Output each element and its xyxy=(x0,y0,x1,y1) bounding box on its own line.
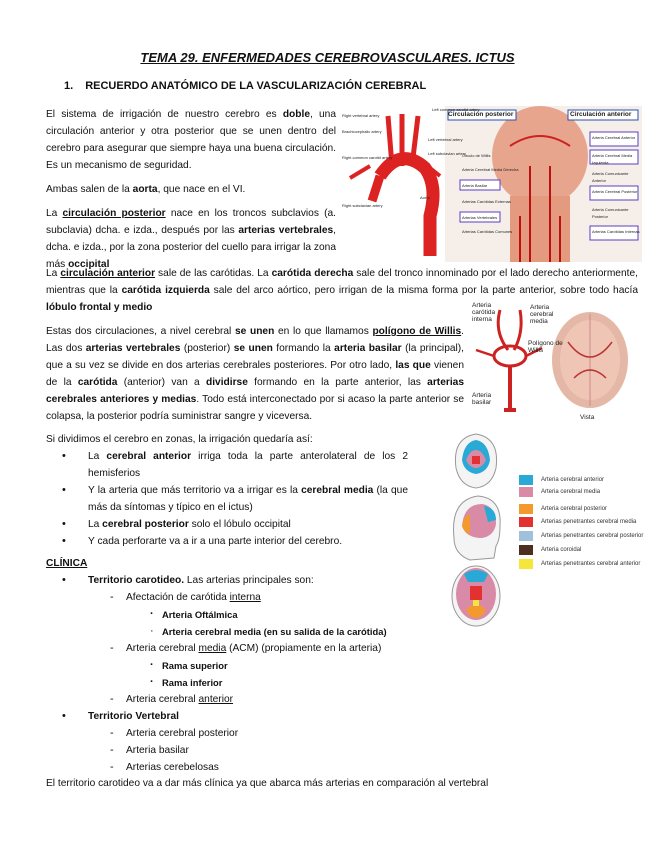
text-bold: cerebral anterior xyxy=(106,451,192,462)
fig2-label: Polígono de Willis xyxy=(528,340,563,354)
text-bold-underline: circulación posterior xyxy=(62,208,166,219)
legend-label: Arteria coroidal xyxy=(541,547,582,553)
fig1-right-label: Arteria Cerebral Anterior xyxy=(592,135,636,140)
legend-swatch xyxy=(519,531,533,541)
fig1-label: Left subclavian artery xyxy=(428,151,467,156)
legend-swatch xyxy=(519,475,533,485)
legend-item xyxy=(519,503,639,515)
text: Las arterias principales son: xyxy=(184,575,314,586)
list-item: - Arteria cerebral posterior xyxy=(110,725,460,742)
legend-swatch xyxy=(519,504,533,514)
list-item: · Rama inferior xyxy=(150,674,460,691)
fig1-left-label: Circulo de Willis xyxy=(462,153,491,158)
text: . Las dos xyxy=(46,326,464,354)
clinica-list xyxy=(60,572,460,776)
text: Arteria cerebral xyxy=(126,694,199,705)
legend-swatch xyxy=(519,559,533,569)
text-bold: arterias vertebrales xyxy=(85,343,181,354)
section-heading xyxy=(64,80,426,92)
text-bold: lóbulo frontal y medio xyxy=(46,302,153,313)
text-bold: cerebral media xyxy=(301,485,374,496)
text: Y la arteria que más territorio va a irrigar es la xyxy=(88,485,302,496)
text-bold: cerebral posterior xyxy=(102,519,189,530)
text-bold: arterias cerebrales anteriores y medias xyxy=(46,377,464,405)
legend-label: Arterias penetrantes cerebral media xyxy=(541,519,637,525)
internal-carotid-sublist xyxy=(126,606,460,640)
fig1-label: Aorta xyxy=(420,195,430,200)
fig1-left-label: Arterias Carótidas Comunes xyxy=(462,229,513,234)
text: (anterior) van a xyxy=(117,377,206,388)
fig1-right-label: Arteria Comunicante Anterior xyxy=(592,171,629,183)
text: sale de las carótidas. La xyxy=(155,268,272,279)
fig1-label: Left common carotid artery xyxy=(432,107,480,112)
text: formando en la parte anterior, las xyxy=(247,377,428,388)
figure-aortic-arch-and-circulation xyxy=(340,106,642,262)
text-bold: carótida xyxy=(77,377,118,388)
fig2-label: Arteria carótida interna xyxy=(472,302,496,323)
figure-willis-polygon xyxy=(470,302,632,426)
text: en lo que llamamos xyxy=(274,326,373,337)
paragraph-2 xyxy=(46,181,336,198)
text: El sistema de irrigación de nuestro cerebro es xyxy=(46,109,283,120)
text: vienen de la xyxy=(46,360,465,388)
list-item xyxy=(60,516,408,533)
fig1-left-label: Arterias Vertebrales xyxy=(462,215,498,220)
text-bold: las que xyxy=(395,360,431,371)
paragraph-6: Si dividimos el cerebro en zonas, la irrigación quedaría así: xyxy=(46,434,313,445)
text-underline: media xyxy=(198,643,227,654)
fig2-label: Vista xyxy=(580,414,595,421)
text-bold: Territorio carotideo. xyxy=(88,575,185,586)
text: , una circulación anterior y otra posterior que se unen dentro del cerebro para asegurar que siempre haya una buena circulación. Es un mecanismo de seguridad. xyxy=(46,109,337,171)
text-bold: (en su salida de la carótida) xyxy=(261,626,387,637)
legend-item xyxy=(519,558,639,570)
list-item xyxy=(60,533,408,550)
fig1-ant-title: Circulación anterior xyxy=(570,111,632,118)
fig1-label: Right common carotid artery xyxy=(342,155,393,160)
list-item xyxy=(110,640,460,691)
text: sale del arco aórtico, pero irrigan de la misma forma por la parte anterior, sobre todo hacía xyxy=(209,285,638,296)
text-bold: aorta xyxy=(132,184,158,195)
list-item: - Arterias cerebelosas xyxy=(110,759,460,776)
legend-label: Arteria cerebral media xyxy=(541,489,601,495)
fig1-right-label: Arteria Cerebral Posterior xyxy=(592,189,638,194)
text: Y cada perforarte va a ir a una parte interior del cerebro. xyxy=(88,536,343,547)
legend-label: Arterias penetrantes cerebral anterior xyxy=(541,561,641,567)
text: La xyxy=(46,268,61,279)
legend-swatch xyxy=(519,517,533,527)
paragraph-1 xyxy=(46,106,336,174)
text-underline: interna xyxy=(229,592,261,603)
legend-swatch xyxy=(519,545,533,555)
text: La xyxy=(88,451,107,462)
fig1-left-label: Arterias Carótidas Externas xyxy=(462,199,511,204)
fig2-label: Arteria basilar xyxy=(472,392,492,406)
list-item xyxy=(110,691,460,708)
fig1-left-label: Arteria Cerebral Media Derecha xyxy=(462,167,519,172)
list-item xyxy=(60,482,408,516)
text: La xyxy=(88,519,103,530)
text-bold: se unen xyxy=(234,326,275,337)
legend-label: Arteria cerebral anterior xyxy=(541,477,605,483)
legend-item xyxy=(519,530,644,542)
text-bold: arterias vertebrales xyxy=(238,225,334,236)
list-item xyxy=(60,448,408,482)
text-bold: dividirse xyxy=(205,377,248,388)
list-item-vertebral xyxy=(60,708,460,776)
fig1-post-title: Circulación posterior xyxy=(448,111,514,118)
fig1-label: Brachiocephalic artery xyxy=(342,129,382,134)
list-item xyxy=(150,623,460,640)
fig1-left-label: Arteria Basilar xyxy=(462,183,488,188)
carotid-sublist xyxy=(88,589,460,708)
list-item: - Arteria basilar xyxy=(110,742,460,759)
text-bold: Territorio Vertebral xyxy=(88,711,179,722)
text: (ACM) (propiamente en la arteria) xyxy=(226,643,382,654)
text: solo el lóbulo occipital xyxy=(188,519,291,530)
legend-item xyxy=(519,474,639,486)
text: Afectación de carótida xyxy=(126,592,230,603)
aorta-diagram-image xyxy=(340,106,642,262)
text: . Todo está interconectado por si acaso la parte anterior se colapsa, la posterior podría suministrar sangre y viceversa. xyxy=(46,394,465,422)
list-item: · Rama superior xyxy=(150,657,460,674)
legend-label: Arteria cerebral posterior xyxy=(541,506,608,512)
text-bold: Arteria cerebral media xyxy=(162,626,262,637)
fig1-right-label: Arteria Cerebral Media Izquierda xyxy=(592,153,633,165)
acm-sublist xyxy=(126,657,460,691)
legend-label: Arterias penetrantes cerebral posterior xyxy=(541,533,644,539)
fig1-label: Left vertebral artery xyxy=(428,137,463,142)
fig2-label: Arteria cerebral media xyxy=(530,304,554,325)
text: sale del tronco innominado por el lado derecho anteriormente, mientras que la xyxy=(46,268,638,296)
fig1-label: Right vertebral artery xyxy=(342,113,380,118)
text: , dcha. e izda., por la zona posterior del cuello para irrigar la zona más xyxy=(46,225,336,270)
final-paragraph: El territorio carotideo va a dar más clínica ya que abarca más arterias en comparación al vertebral xyxy=(46,778,489,789)
clinica-heading: CLÍNICA xyxy=(46,558,88,569)
legend-item xyxy=(519,544,639,556)
legend-item xyxy=(519,486,639,498)
text-bold: doble xyxy=(282,109,310,120)
legend-swatch xyxy=(519,487,533,497)
text-bold: occipital xyxy=(68,259,110,270)
text: , que nace en el VI. xyxy=(157,184,246,195)
text-underline: anterior xyxy=(198,694,234,705)
fig1-right-label: Arterias Carótidas Internas xyxy=(592,229,640,234)
text: Arteria cerebral xyxy=(126,643,199,654)
text: La xyxy=(46,208,63,219)
text: formando la xyxy=(272,343,335,354)
text-bold: arteria basilar xyxy=(334,343,402,354)
text: (la principal), que a su vez se divide en dos arterias cerebrales posteriores. Por otro lado, xyxy=(46,343,465,371)
text-bold-underline: circulación anterior xyxy=(60,268,156,279)
text: Ambas salen de la xyxy=(46,184,133,195)
section-title: RECUERDO ANATÓMICO DE LA VASCULARIZACIÓN CEREBRAL xyxy=(85,80,427,92)
text: Estas dos circulaciones, a nivel cerebral xyxy=(46,326,235,337)
text: irriga toda la parte anterolateral de los 2 hemisferios xyxy=(88,451,408,479)
section-number: 1. xyxy=(64,80,74,92)
text: nace en los troncos subclavios (a. subclavia) dcha. e izda., después por las xyxy=(46,208,336,236)
fig1-label: Right subclavian artery xyxy=(342,203,383,208)
legend-item xyxy=(519,516,639,528)
territory-bullet-list xyxy=(60,448,408,550)
text-bold: carótida izquierda xyxy=(121,285,210,296)
fig1-right-label: Arteria Comunicante Posterior xyxy=(592,207,629,219)
list-item: · Arteria Oftálmica xyxy=(150,606,460,623)
text-bold: carótida derecha xyxy=(271,268,354,279)
list-item-carotid xyxy=(60,572,460,708)
text: (posterior) xyxy=(180,343,234,354)
vertebral-sublist xyxy=(88,725,460,776)
text-bold: se unen xyxy=(233,343,273,354)
document-title: TEMA 29. ENFERMEDADES CEREBROVASCULARES. ICTUS xyxy=(140,50,515,65)
list-item xyxy=(110,589,460,640)
paragraph-5 xyxy=(46,323,464,425)
text: (la que más da síntomas y típico en el ictus) xyxy=(88,485,409,513)
text-bold-underline: polígono de Willis xyxy=(372,326,462,337)
